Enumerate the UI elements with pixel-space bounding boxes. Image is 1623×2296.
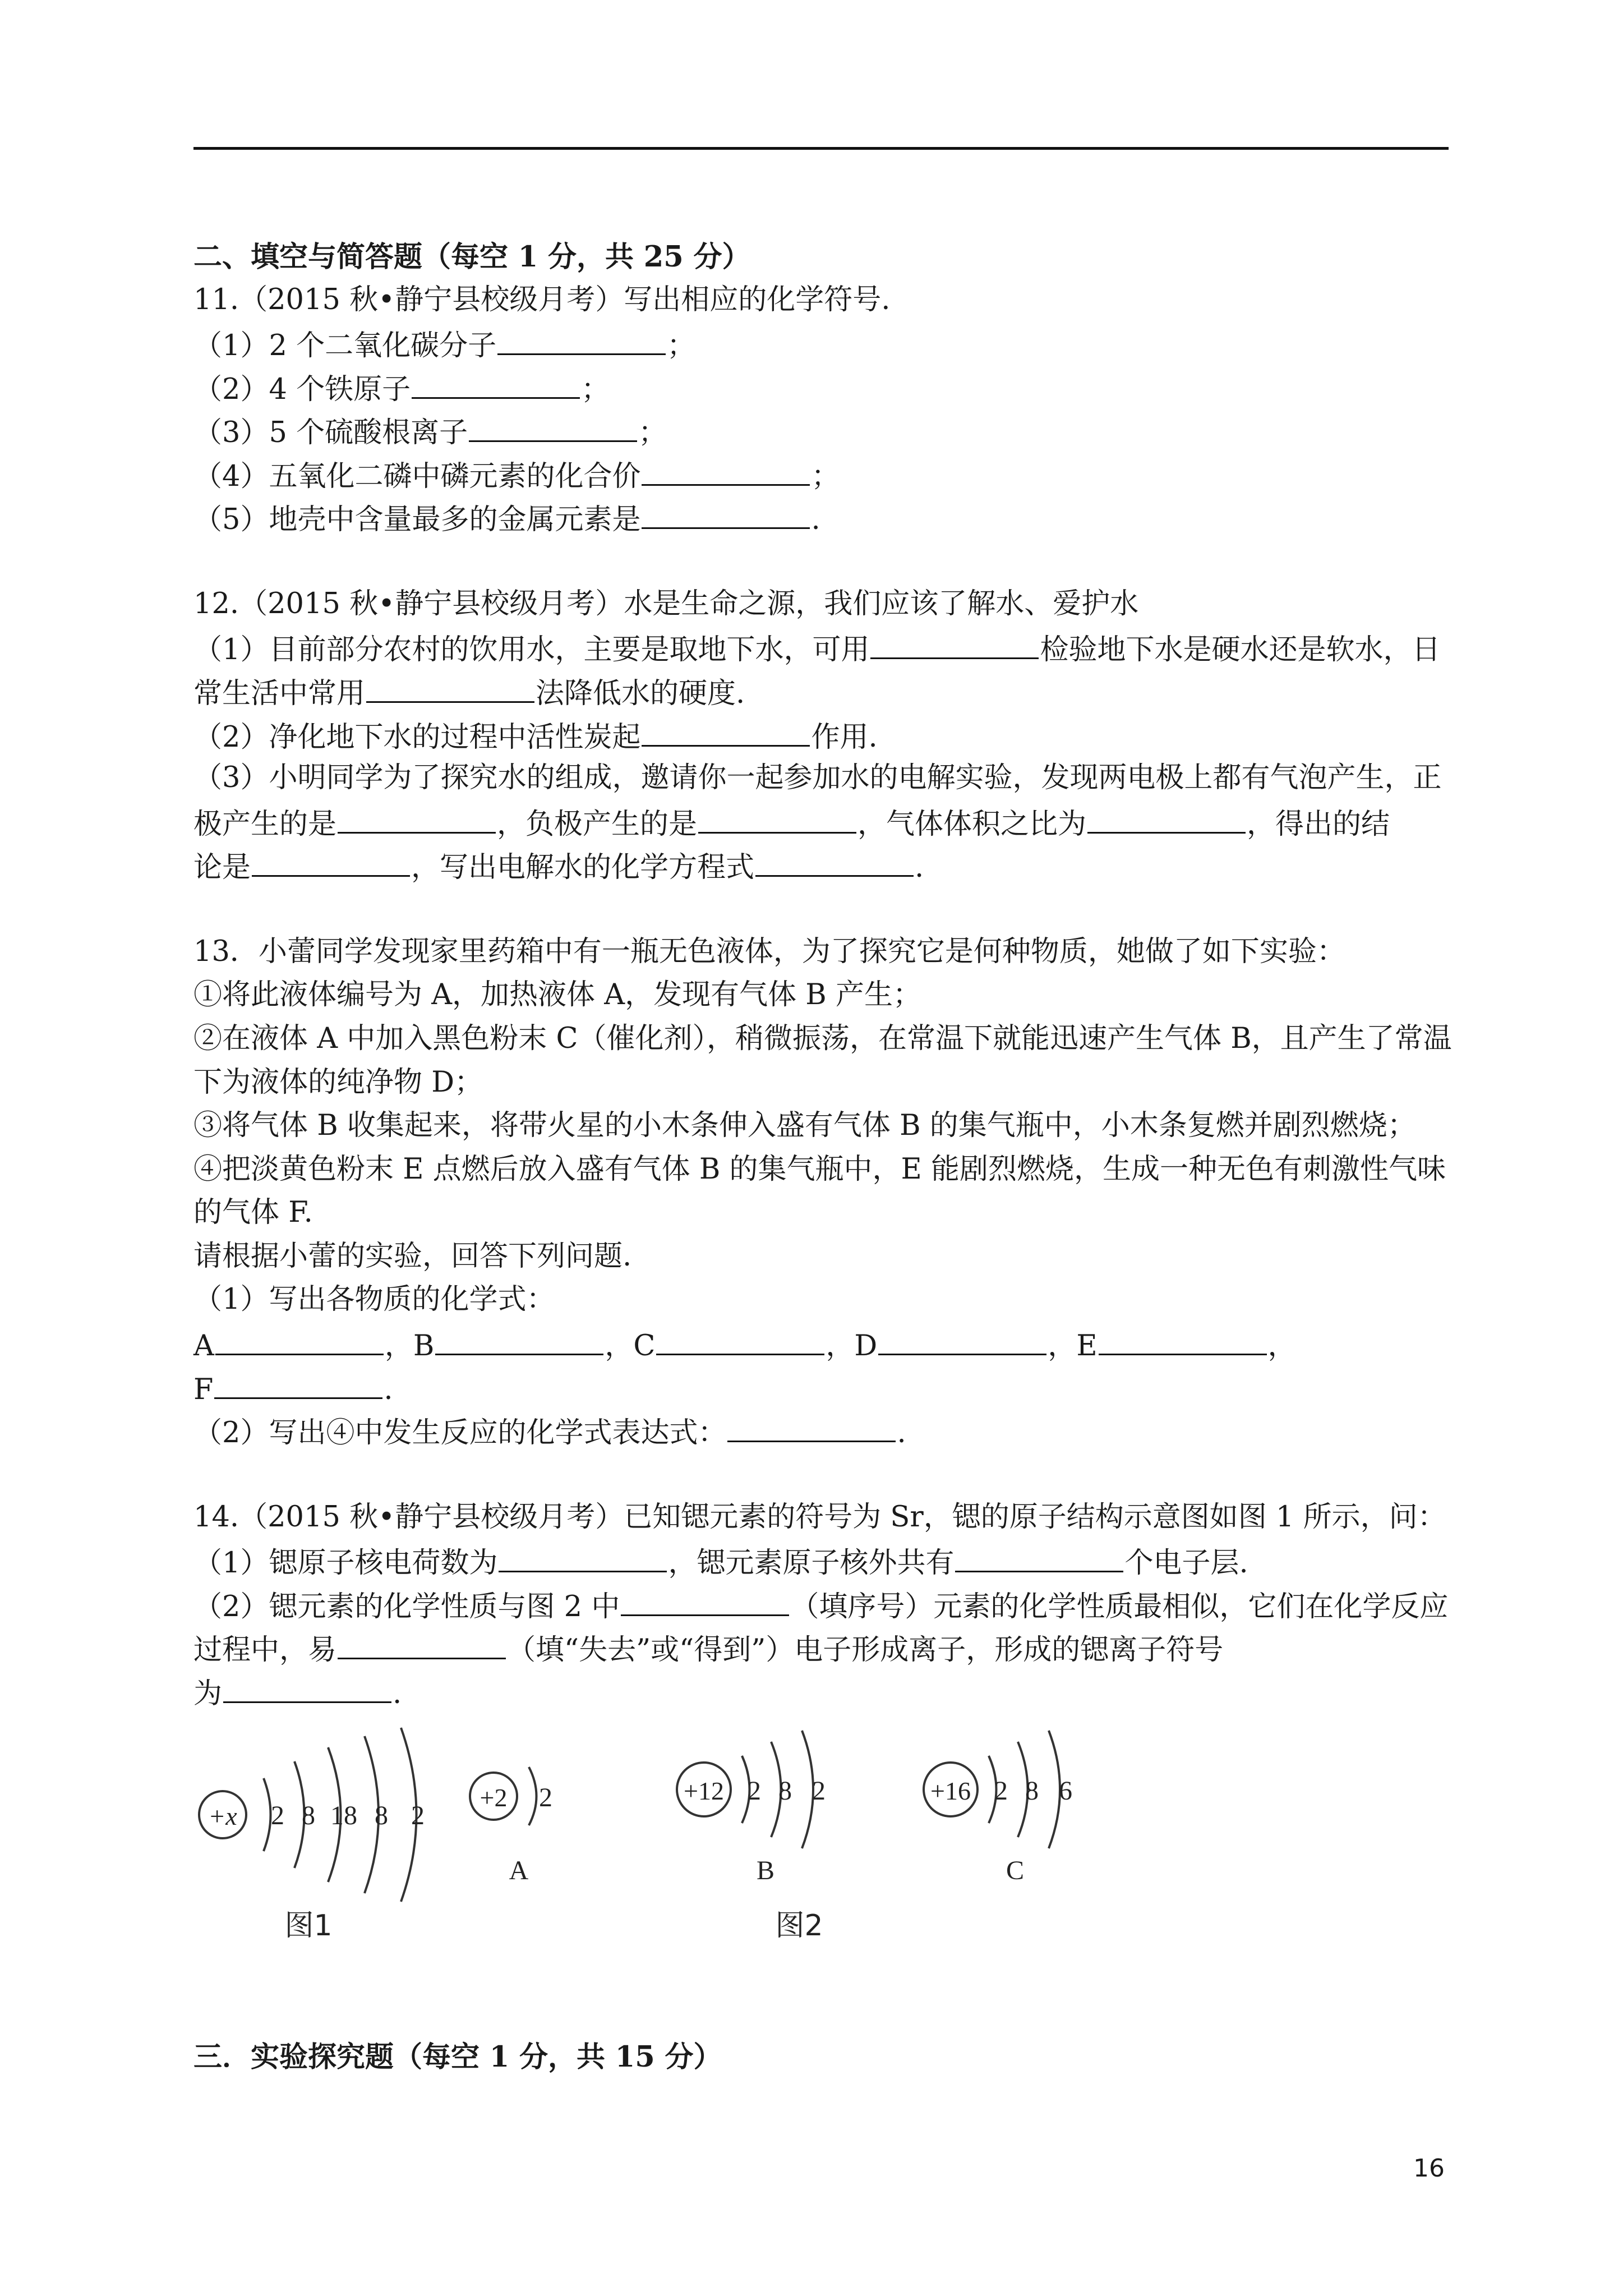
q13-formula-row: A ，B ，C ，D ，E ， — [193, 1327, 1297, 1363]
q13-step-4a: ④把淡黄色粉末 E 点燃后放入盛有气体 B 的集气瓶中，E 能剧烈燃烧，生成一种无色有刺激性气味 — [193, 1153, 1446, 1186]
answer-blank[interactable] — [642, 500, 810, 529]
q14-part-2c: 为 . — [193, 1674, 402, 1711]
atom-c-nucleus-label: +16 — [930, 1777, 971, 1805]
answer-blank[interactable] — [1099, 1327, 1267, 1355]
q11-stem: 11.（2015 秋•静宁县校级月考）写出相应的化学符号. — [193, 283, 891, 316]
atom-a-shell-count: 2 — [539, 1783, 552, 1812]
atom-c-diagram — [924, 1731, 1072, 1885]
atom-b-shell-count: 2 — [812, 1776, 826, 1806]
q13-formula-f: F . — [193, 1370, 393, 1407]
answer-blank[interactable] — [366, 674, 534, 703]
q11-item-4: （4）五氧化二磷中磷元素的化合价 ； — [193, 457, 840, 494]
answer-blank[interactable] — [642, 457, 810, 486]
sr-shell-count: 2 — [411, 1801, 425, 1830]
answer-blank[interactable] — [1087, 805, 1246, 834]
section-2-heading: 二、填空与简答题（每空 1 分，共 25 分） — [193, 240, 751, 274]
atom-c-shell-arc — [1049, 1731, 1060, 1848]
answer-blank[interactable] — [656, 1327, 824, 1355]
q12-stem: 12.（2015 秋•静宁县校级月考）水是生命之源，我们应该了解水、爱护水 — [193, 587, 1139, 620]
answer-blank[interactable] — [621, 1588, 789, 1616]
q12-line-2: 常生活中常用 法降低水的硬度. — [193, 674, 745, 711]
page-number: 16 — [1413, 2154, 1445, 2183]
answer-blank[interactable] — [338, 1631, 506, 1659]
q11-item-3: （3）5 个硫酸根离子 ； — [193, 413, 667, 450]
figure-1-caption: 图1 — [284, 1909, 333, 1943]
q13-step-1: ①将此液体编号为 A，加热液体 A，发现有气体 B 产生； — [193, 978, 921, 1011]
q14-part-2b: 过程中，易 （填“失去”或“得到”）电子形成离子，形成的锶离子符号 — [193, 1631, 1223, 1667]
atom-c-label: C — [1006, 1856, 1025, 1885]
atom-c-shell-count: 2 — [994, 1776, 1008, 1806]
sr-shell-count: 8 — [375, 1801, 388, 1830]
atom-a-nucleus-label: +2 — [479, 1783, 508, 1812]
q14-part-1: （1）锶原子核电荷数为 ，锶元素原子核外共有 个电子层. — [193, 1544, 1248, 1580]
atom-b-shell-arc — [802, 1731, 813, 1848]
answer-blank[interactable] — [215, 1327, 384, 1355]
q14-part-2a: （2）锶元素的化学性质与图 2 中 （填序号）元素的化学性质最相似，它们在化学反应 — [193, 1588, 1448, 1624]
answer-blank[interactable] — [499, 1544, 667, 1572]
answer-blank[interactable] — [955, 1544, 1123, 1572]
answer-blank[interactable] — [755, 848, 914, 877]
q12-line-5: 极产生的是 ，负极产生的是 ，气体体积之比为 ，得出的结 — [193, 805, 1390, 841]
section-3-heading: 三．实验探究题（每空 1 分，共 15 分） — [193, 2040, 722, 2074]
atom-b-shell-count: 2 — [748, 1776, 761, 1806]
answer-blank[interactable] — [469, 413, 637, 442]
header-rule — [193, 147, 1449, 150]
q12-line-6: 论是 ，写出电解水的化学方程式 . — [193, 848, 924, 885]
sr-atom-diagram — [199, 1728, 425, 1943]
q13-part-2: （2）写出④中发生反应的化学式表达式： . — [193, 1414, 906, 1450]
answer-blank[interactable] — [698, 805, 856, 834]
figure-2-caption: 图2 — [775, 1909, 823, 1943]
answer-blank[interactable] — [878, 1327, 1046, 1355]
sr-shell-count: 2 — [271, 1801, 284, 1830]
answer-blank[interactable] — [727, 1414, 896, 1442]
atom-a-shell-arc — [529, 1767, 537, 1825]
q13-prompt: 请根据小蕾的实验，回答下列问题. — [193, 1240, 632, 1273]
q13-part-1: （1）写出各物质的化学式： — [193, 1283, 555, 1316]
q12-line-1: （1）目前部分农村的饮用水，主要是取地下水，可用 检验地下水是硬水还是软水，日 — [193, 631, 1440, 667]
atom-c-shell-count: 6 — [1059, 1776, 1072, 1806]
q11-item-2: （2）4 个铁原子 ； — [193, 370, 610, 407]
atom-b-label: B — [756, 1856, 775, 1885]
answer-blank[interactable] — [642, 718, 810, 747]
sr-shell-count: 8 — [302, 1801, 315, 1830]
answer-blank[interactable] — [435, 1327, 603, 1355]
q14-stem: 14.（2015 秋•静宁县校级月考）已知锶元素的符号为 Sr，锶的原子结构示意图如图 1 所示，问： — [193, 1501, 1446, 1534]
q13-stem: 13．小蕾同学发现家里药箱中有一瓶无色液体，为了探究它是何种物质，她做了如下实验： — [193, 935, 1345, 968]
q11-item-5: （5）地壳中含量最多的金属元素是 . — [193, 500, 820, 537]
q12-line-3: （2）净化地下水的过程中活性炭起 作用. — [193, 718, 878, 754]
sr-shell-count: 18 — [330, 1801, 357, 1830]
answer-blank[interactable] — [412, 370, 580, 399]
atom-a-label: A — [509, 1856, 529, 1885]
atom-b-nucleus-label: +12 — [684, 1777, 724, 1805]
sr-shell-arc — [264, 1778, 271, 1851]
atom-a-diagram — [470, 1767, 552, 1885]
answer-blank[interactable] — [223, 1674, 391, 1703]
atom-b-shell-count: 8 — [778, 1776, 792, 1806]
q13-step-2b: 下为液体的纯净物 D； — [193, 1066, 483, 1099]
atom-c-shell-count: 8 — [1025, 1776, 1039, 1806]
sr-nucleus-label: +x — [208, 1802, 237, 1830]
answer-blank[interactable] — [870, 631, 1039, 659]
q13-step-3: ③将气体 B 收集起来，将带火星的小木条伸入盛有气体 B 的集气瓶中，小木条复燃并剧烈燃烧； — [193, 1109, 1416, 1142]
q13-step-4b: 的气体 F. — [193, 1196, 313, 1229]
answer-blank[interactable] — [338, 805, 496, 834]
q12-line-4: （3）小明同学为了探究水的组成，邀请你一起参加水的电解实验，发现两电极上都有气泡产生，正 — [193, 761, 1442, 794]
atom-b-diagram — [677, 1731, 826, 1943]
q11-item-1: （1）2 个二氧化碳分子 ； — [193, 326, 695, 363]
q13-step-2a: ②在液体 A 中加入黑色粉末 C（催化剂），稍微振荡，在常温下就能迅速产生气体 B，且产生了常温 — [193, 1022, 1452, 1055]
answer-blank[interactable] — [252, 848, 410, 877]
answer-blank[interactable] — [497, 326, 666, 355]
atomic-structure-figure — [193, 1711, 1147, 1980]
answer-blank[interactable] — [214, 1370, 382, 1399]
